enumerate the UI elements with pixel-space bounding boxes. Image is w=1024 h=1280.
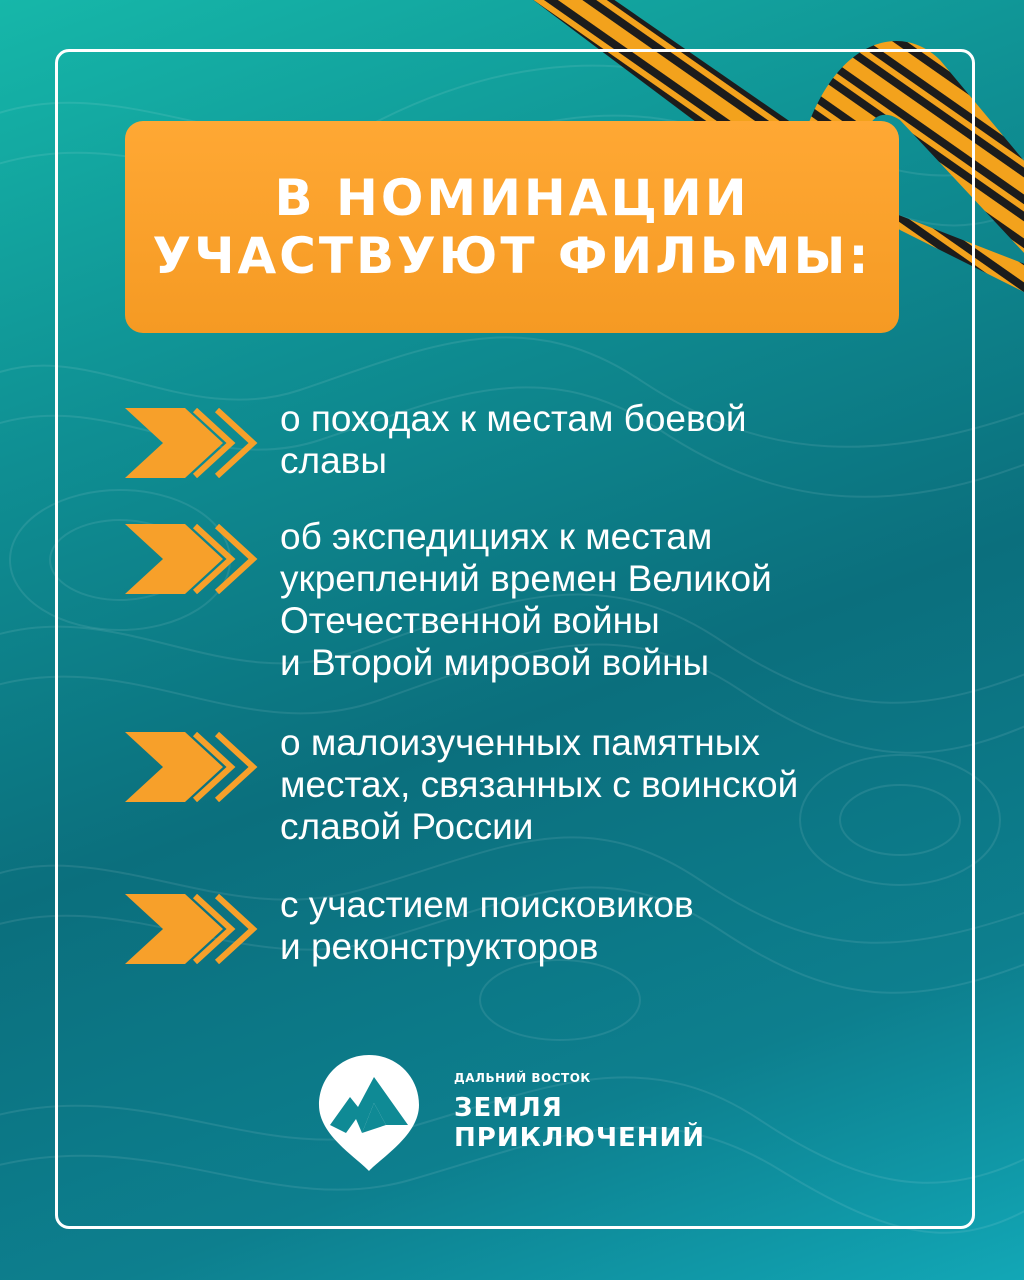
title-banner	[125, 121, 899, 333]
list-item-text	[280, 516, 920, 684]
list-item	[125, 722, 925, 852]
brand-name-line-2: ПРИКЛЮЧЕНИЙ	[454, 1123, 705, 1153]
list-item-text	[280, 722, 920, 848]
brand-name-line-1: ЗЕМЛЯ	[454, 1093, 563, 1123]
list-item-line: об экспедициях к местам	[280, 516, 713, 557]
title-line-1: В НОМИНАЦИИ	[274, 169, 750, 227]
list-item-line: укреплений времен Великой	[280, 558, 772, 599]
list-item-text	[280, 398, 920, 482]
list-item-line: местах, связанных с воинской	[280, 764, 799, 805]
list-item	[125, 516, 925, 686]
list-item-line: славой России	[280, 806, 534, 847]
double-chevron-right-icon	[125, 894, 260, 964]
list-item-line: о малоизученных памятных	[280, 722, 760, 763]
list-item-line: Отечественной войны	[280, 600, 660, 641]
list-item-line: с участием поисковиков	[280, 884, 694, 925]
list-item-line: и Второй мировой войны	[280, 642, 710, 683]
list-item-text	[280, 884, 920, 968]
list-item	[125, 398, 925, 488]
double-chevron-right-icon	[125, 732, 260, 802]
brand-subtitle: ДАЛЬНИЙ ВОСТОК	[454, 1071, 591, 1085]
brand-logo	[316, 1053, 422, 1178]
list-item-line: славы	[280, 440, 387, 481]
double-chevron-right-icon	[125, 524, 260, 594]
list-item	[125, 884, 925, 974]
double-chevron-right-icon	[125, 408, 260, 478]
list-item-line: и реконструкторов	[280, 926, 599, 967]
list-item-line: о походах к местам боевой	[280, 398, 747, 439]
title-line-2: УЧАСТВУЮТ ФИЛЬМЫ:	[152, 227, 872, 285]
brand-text	[454, 1071, 705, 1153]
mountain-pin-logo-icon	[316, 1053, 422, 1173]
